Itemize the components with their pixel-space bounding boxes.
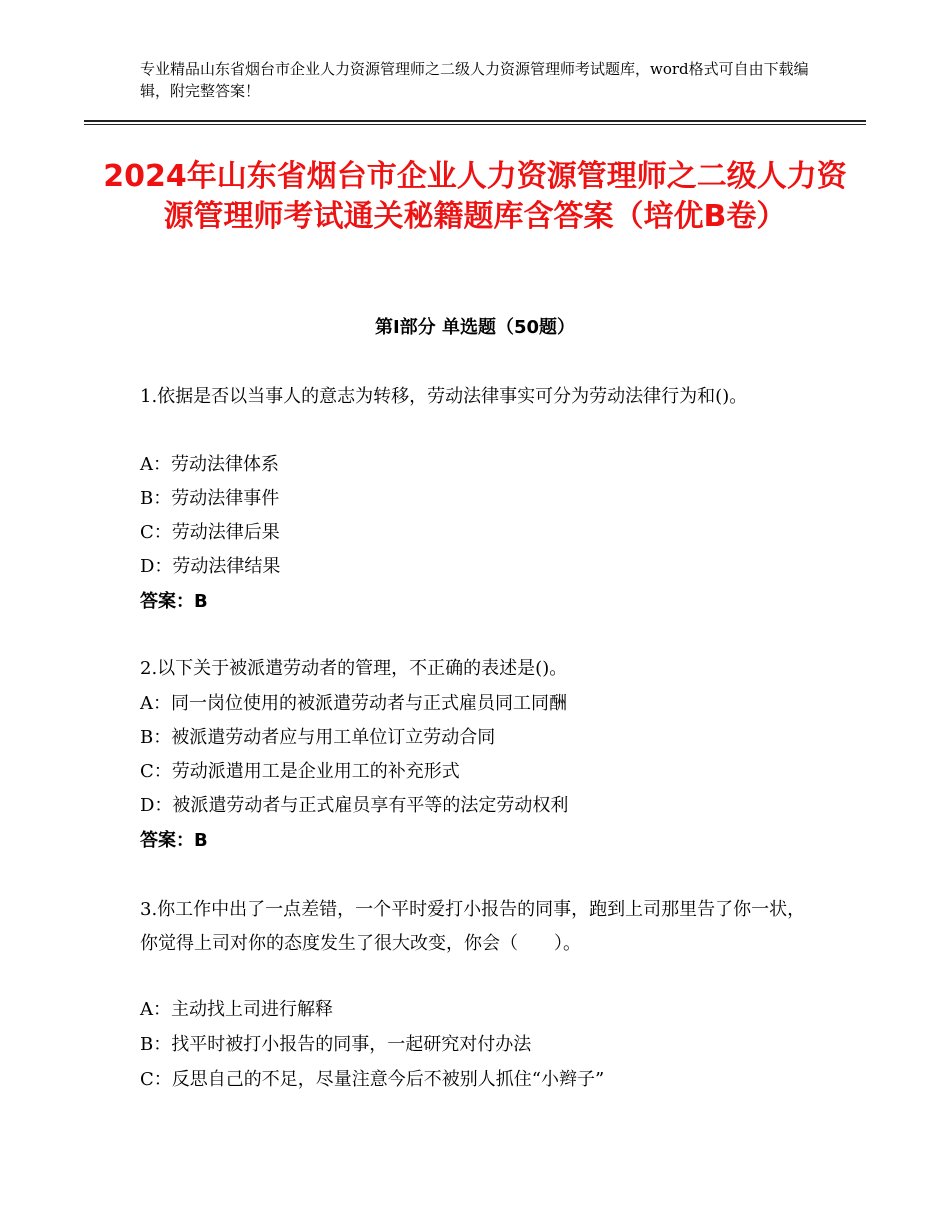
option-b: B：被派遣劳动者应与用工单位订立劳动合同 (140, 727, 496, 748)
header-rule-thick (84, 120, 866, 122)
option-b: B：找平时被打小报告的同事，一起研究对付办法 (140, 1034, 532, 1055)
option-a: A：主动找上司进行解释 (140, 999, 333, 1020)
option-a: A：劳动法律体系 (140, 454, 279, 475)
question-stem: 1.依据是否以当事人的意志为转移，劳动法律事实可分为劳动法律行为和()。 (140, 386, 748, 407)
answer-line (140, 590, 208, 614)
option-c: C：反思自己的不足，尽量注意今后不被别人抓住“小辫子” (140, 1069, 605, 1090)
section-heading: 第Ⅰ部分 单选题（50题） (374, 317, 575, 338)
question-stem: 2.以下关于被派遣劳动者的管理，不正确的表述是()。 (140, 658, 568, 679)
answer-label: 答案： (140, 591, 194, 612)
option-d: D：被派遣劳动者与正式雇员享有平等的法定劳动权利 (140, 795, 569, 816)
option-c: C：劳动派遣用工是企业用工的补充形式 (140, 761, 460, 782)
question-stem: 3.你工作中出了一点差错，一个平时爱打小报告的同事，跑到上司那里告了你一状，你觉得上司对你的态度发生了很大改变，你会（ ）。 (140, 899, 806, 954)
header-rule-thin (84, 124, 866, 125)
option-b: B：劳动法律事件 (140, 488, 280, 509)
answer-value: B (194, 830, 208, 851)
header-note: 专业精品山东省烟台市企业人力资源管理师之二级人力资源管理师考试题库，word格式可自由下载编辑，附完整答案！ (140, 60, 809, 100)
answer-value: B (194, 591, 208, 612)
option-a: A：同一岗位使用的被派遣劳动者与正式雇员同工同酬 (140, 693, 567, 714)
answer-label: 答案： (140, 830, 194, 851)
document-title: 2024年山东省烟台市企业人力资源管理师之二级人力资源管理师考试通关秘籍题库含答案（培优B卷） (103, 159, 847, 234)
option-d: D：劳动法律结果 (140, 556, 281, 577)
answer-line (140, 829, 208, 853)
option-c: C：劳动法律后果 (140, 522, 280, 543)
